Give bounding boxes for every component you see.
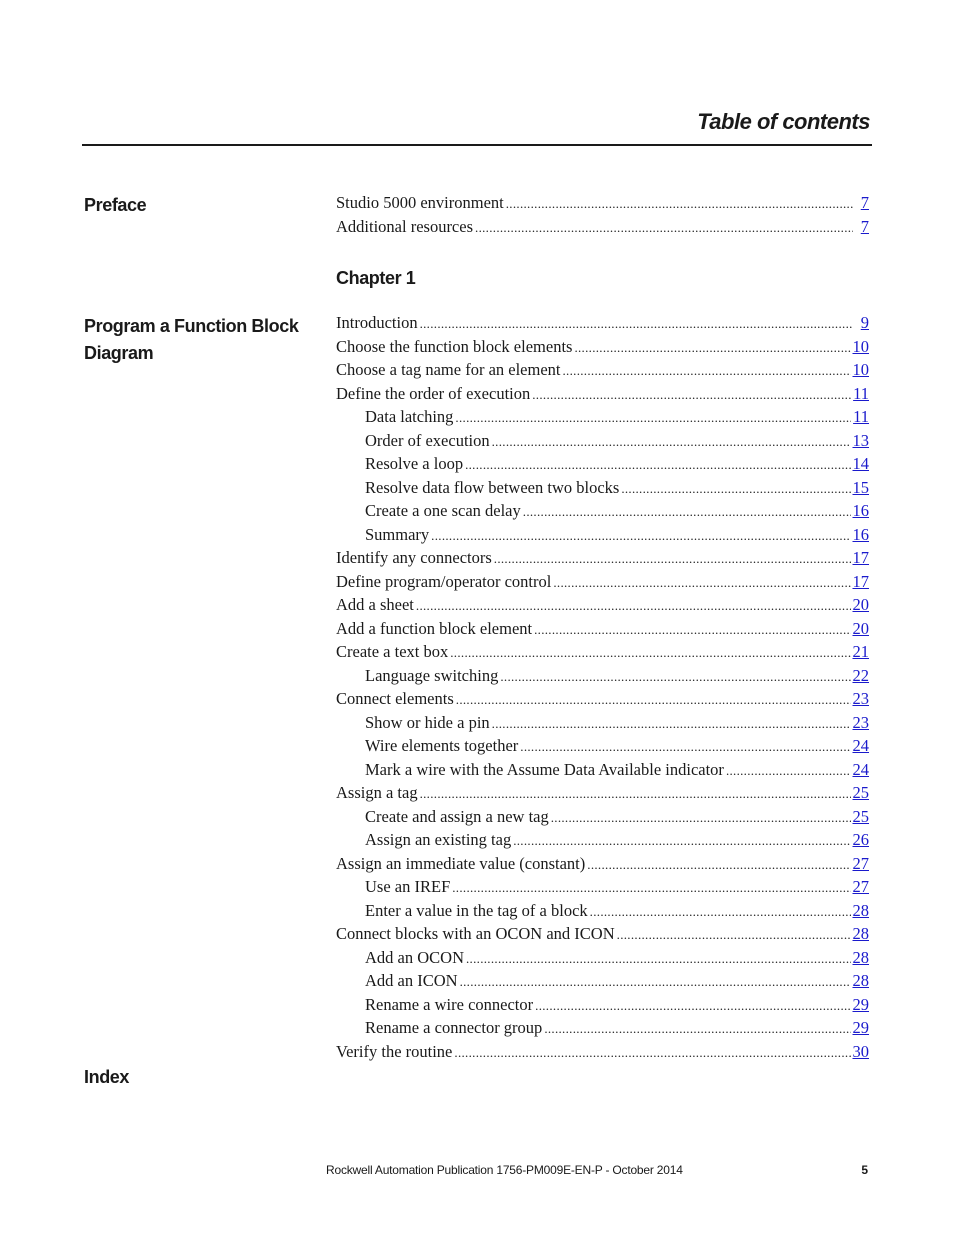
toc-entry [336,478,869,502]
toc-page-link[interactable]: 29 [852,1018,869,1037]
toc-entry [336,193,869,217]
toc-page-link[interactable]: 10 [852,336,869,356]
toc-entry-title: Studio 5000 environment [336,193,504,212]
toc-entry-title: Resolve data flow between two blocks [365,477,620,497]
chapter-label: Chapter 1 [336,268,416,288]
toc-entry-title: Create a one scan delay [365,501,521,520]
dot-leader [523,501,851,521]
toc-page-link[interactable]: 26 [852,830,869,849]
toc-page-link[interactable]: 14 [852,454,869,473]
toc-list-chapter-1 [336,313,869,1065]
dot-leader [420,783,851,803]
title-rule [82,144,872,146]
toc-entry-title: Resolve a loop [365,454,464,473]
toc-page-link[interactable]: 16 [852,501,869,520]
toc-entry [336,924,869,948]
toc-page-link[interactable]: 15 [852,477,869,497]
toc-entry-title: Rename a connector group [365,1018,543,1037]
toc-page-link[interactable]: 25 [852,783,869,802]
toc-page-link[interactable]: 9 [860,313,869,332]
toc-page-link[interactable]: 28 [852,971,869,990]
toc-entry-title: Define program/operator control [336,571,552,591]
toc-page-link[interactable]: 11 [853,407,869,426]
toc-entry [336,548,869,572]
toc-entry-title: Data latching [365,407,454,426]
toc-entry-title: Connect elements [336,689,454,708]
toc-entry-title: Additional resources [336,216,474,236]
dot-leader [465,454,850,474]
toc-page-link[interactable]: 11 [853,383,869,403]
toc-entry-title: Create and assign a new tag [365,806,549,826]
dot-leader [563,360,851,380]
toc-entry [336,948,869,972]
dot-leader [494,548,851,568]
dot-leader [500,666,850,686]
dot-leader [532,384,851,404]
dot-leader [466,948,851,968]
toc-page-link[interactable]: 23 [852,712,869,732]
toc-entry [336,217,869,241]
toc-page-link[interactable]: 20 [852,595,869,614]
toc-entry [336,360,869,384]
toc-entry-title: Language switching [365,665,499,685]
dot-leader [513,830,850,850]
dot-leader [726,760,851,780]
toc-entry [336,901,869,925]
dot-leader [450,642,850,662]
toc-page-link[interactable]: 22 [852,665,869,685]
footer-page-number: 5 [861,1163,868,1177]
toc-entry [336,337,869,361]
toc-entry-title: Define the order of execution [336,383,531,403]
dot-leader [460,971,851,991]
toc-entry-title: Add an ICON [365,971,458,990]
toc-page-link[interactable]: 13 [852,430,869,450]
toc-entry-title: Introduction [336,313,418,332]
dot-leader [587,854,850,874]
toc-entry-title: Summary [365,524,430,544]
toc-entry [336,407,869,431]
dot-leader [454,1042,850,1062]
dot-leader [553,572,850,592]
toc-page-link[interactable]: 28 [852,924,869,943]
toc-page-link[interactable]: 30 [852,1041,869,1061]
toc-entry-title: Enter a value in the tag of a block [365,900,588,920]
toc-entry-title: Assign a tag [336,783,418,802]
toc-page-link[interactable]: 21 [852,642,869,661]
dot-leader [617,924,851,944]
toc-page-link[interactable]: 25 [852,806,869,826]
dot-leader [492,713,851,733]
toc-entry-title: Use an IREF [365,877,451,896]
toc-entry [336,501,869,525]
dot-leader [551,807,851,827]
toc-entry [336,431,869,455]
page-title: Table of contents [697,109,870,134]
dot-leader [455,407,851,427]
toc-page-link[interactable]: 28 [852,947,869,967]
toc-page-link[interactable]: 23 [852,689,869,708]
toc-entry [336,642,869,666]
toc-entry [336,666,869,690]
toc-page-link[interactable]: 17 [852,571,869,591]
toc-page-link[interactable]: 20 [852,618,869,638]
toc-page-link[interactable]: 16 [852,524,869,544]
toc-entry [336,713,869,737]
section-heading-preface: Preface [84,195,147,215]
toc-entry [336,595,869,619]
dot-leader [420,313,853,333]
toc-entry [336,454,869,478]
toc-page-link[interactable]: 7 [860,216,869,236]
toc-entry-title: Add a sheet [336,595,414,614]
toc-entry-title: Choose a tag name for an element [336,360,561,379]
dot-leader [535,995,850,1015]
toc-page-link[interactable]: 29 [852,994,869,1014]
toc-entry [336,1018,869,1042]
toc-entry-title: Show or hide a pin [365,712,490,732]
dot-leader [452,877,850,897]
toc-entry-title: Order of execution [365,430,490,450]
toc-entry-title: Assign an immediate value (constant) [336,853,586,873]
toc-page-link[interactable]: 27 [852,877,869,896]
dot-leader [590,901,851,921]
toc-entry-title: Add an OCON [365,947,464,967]
dot-leader [520,736,850,756]
dot-leader [621,478,850,498]
toc-entry-title: Assign an existing tag [365,830,512,849]
dot-leader [456,689,851,709]
toc-entry [336,971,869,995]
toc-list-preface [336,193,869,240]
toc-page-link[interactable]: 24 [852,759,869,779]
toc-entry [336,1042,869,1066]
toc-entry [336,995,869,1019]
toc-entry [336,830,869,854]
toc-entry [336,783,869,807]
toc-page-link[interactable]: 27 [852,853,869,873]
dot-leader [544,1018,850,1038]
toc-entry [336,689,869,713]
dot-leader [475,217,853,237]
toc-page-link[interactable]: 7 [860,193,869,212]
toc-entry [336,760,869,784]
dot-leader [492,431,851,451]
toc-entry-title: Identify any connectors [336,548,492,567]
dot-leader [431,525,850,545]
toc-entry-title: Verify the routine [336,1041,453,1061]
toc-entry [336,854,869,878]
toc-page-link[interactable]: 28 [852,900,869,920]
toc-entry-title: Wire elements together [365,736,519,755]
dot-leader [416,595,851,615]
toc-entry [336,736,869,760]
toc-entry [336,619,869,643]
footer-publication: Rockwell Automation Publication 1756-PM009E-EN-P - October 2014 [326,1163,683,1177]
toc-page-link[interactable]: 17 [852,548,869,567]
section-heading-index: Index [84,1067,130,1087]
toc-entry [336,807,869,831]
toc-entry-title: Choose the function block elements [336,336,573,356]
toc-entry [336,525,869,549]
dot-leader [574,337,850,357]
toc-page-link[interactable]: 10 [852,360,869,379]
toc-entry-title: Add a function block element [336,618,533,638]
toc-entry [336,384,869,408]
section-heading-function-block: Program a Function Block Diagram [84,316,299,363]
toc-entry [336,877,869,901]
toc-page-link[interactable]: 24 [852,736,869,755]
toc-entry-title: Mark a wire with the Assume Data Available indicator [365,759,724,779]
toc-entry-title: Rename a wire connector [365,994,534,1014]
toc-entry [336,313,869,337]
toc-entry [336,572,869,596]
toc-entry-title: Create a text box [336,642,449,661]
toc-entry-title: Connect blocks with an OCON and ICON [336,924,615,943]
dot-leader [534,619,850,639]
dot-leader [506,193,853,213]
